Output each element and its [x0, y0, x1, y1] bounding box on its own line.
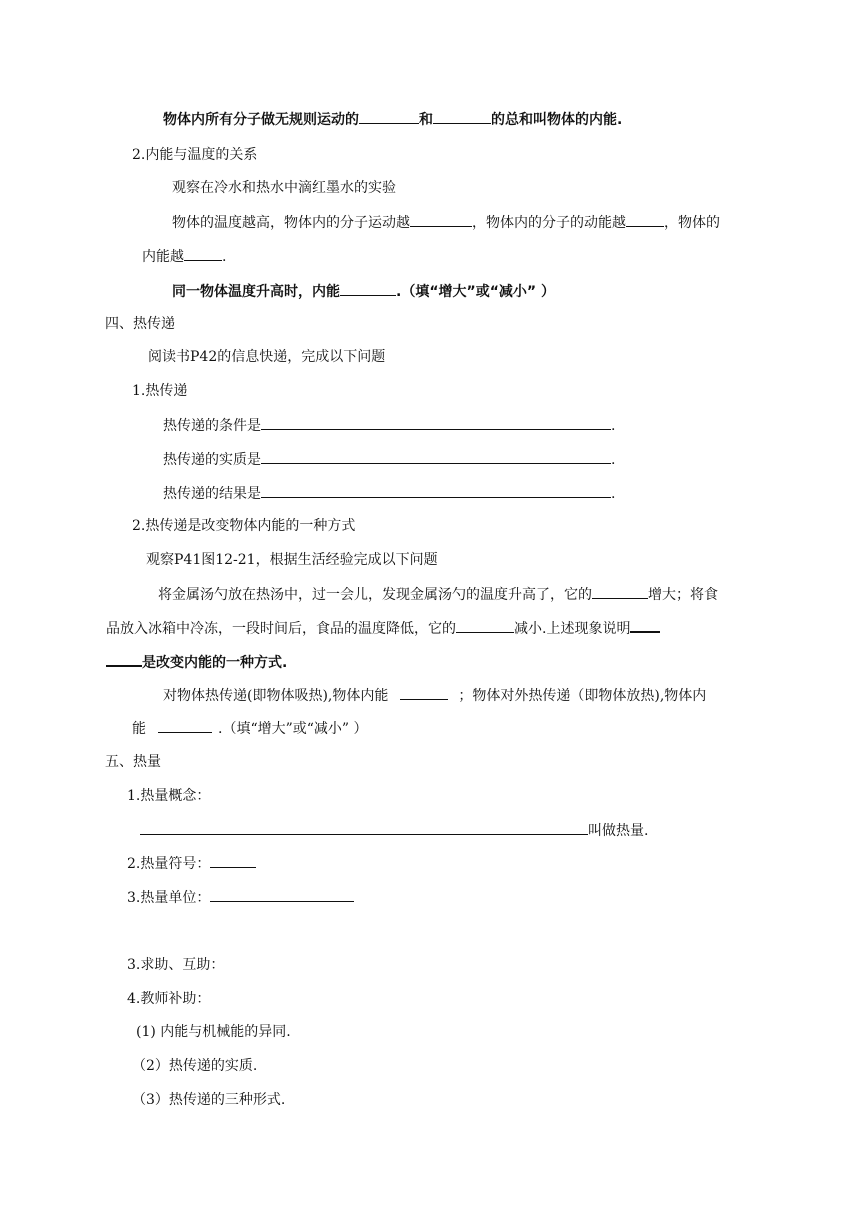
subsection-title: 2.热传递是改变物体内能的一种方式: [132, 518, 356, 534]
heat-symbol-question: 2.热量符号：: [127, 853, 256, 874]
temperature-rise-question: 同一物体温度升高时，内能 .（填“增大”或“减小” ）: [172, 281, 555, 302]
reading-instruction: 阅读书P42的信息快递，完成以下问题: [148, 349, 386, 365]
answer-blank[interactable]: [630, 617, 660, 633]
section-heading-heat-transfer: 四、热传递: [105, 316, 175, 332]
heat-concept-label: 1.热量概念：: [127, 788, 211, 804]
subsection-title: 1.热传递: [132, 383, 188, 399]
answer-blank[interactable]: [433, 109, 491, 124]
method-statement: 是改变内能的一种方式.: [106, 651, 287, 673]
teacher-point-3: （3）热传递的三种形式.: [132, 1092, 286, 1108]
section-heading-heat: 五、热量: [105, 754, 161, 770]
heat-absorb-question: 对物体热传递(即物体吸热),物体内能 ；物体对外热传递（即物体放热),物体内: [163, 685, 706, 706]
temperature-question-cont: 内能越 .: [142, 246, 226, 267]
observation-text: 观察在冷水和热水中滴红墨水的实验: [172, 180, 396, 196]
answer-blank[interactable]: [158, 718, 212, 733]
answer-blank[interactable]: [106, 651, 142, 667]
food-question: 品放入冰箱中冷冻，一段时间后，食品的温度降低，它的 减小.上述现象说明: [106, 617, 660, 639]
answer-blank[interactable]: [410, 212, 472, 227]
heat-concept-answer: 叫做热量.: [140, 820, 648, 841]
spoon-question: 将金属汤勺放在热汤中，过一会儿，发现金属汤勺的温度升高了，它的 增大；将食: [158, 584, 718, 605]
answer-blank[interactable]: [210, 853, 256, 868]
answer-blank[interactable]: [210, 887, 354, 902]
answer-blank[interactable]: [340, 281, 396, 296]
condition-question: 热传递的条件是 .: [163, 415, 615, 436]
teacher-help-label: 4.教师补助：: [127, 991, 211, 1007]
answer-blank[interactable]: [456, 618, 514, 633]
answer-blank[interactable]: [261, 483, 611, 498]
temperature-question: 物体的温度越高，物体内的分子运动越 ，物体内的分子的动能越 ，物体的: [172, 212, 720, 233]
observation-text: 观察P41图12-21，根据生活经验完成以下问题: [146, 552, 438, 568]
answer-blank[interactable]: [626, 212, 664, 227]
subsection-title: 2.内能与温度的关系: [132, 147, 258, 163]
answer-blank[interactable]: [261, 449, 611, 464]
answer-blank[interactable]: [140, 820, 588, 835]
answer-blank[interactable]: [184, 246, 222, 261]
answer-blank[interactable]: [592, 584, 648, 599]
essence-question: 热传递的实质是 .: [163, 449, 615, 470]
help-label: 3.求助、互助：: [127, 957, 225, 973]
internal-energy-definition: 物体内所有分子做无规则运动的 和 的总和叫物体的内能.: [163, 109, 622, 130]
heat-absorb-question-cont: 能 .（填“增大”或“减小” ）: [132, 718, 368, 739]
answer-blank[interactable]: [261, 415, 611, 430]
teacher-point-1: (1) 内能与机械能的异同.: [136, 1024, 291, 1040]
result-question: 热传递的结果是 .: [163, 483, 615, 504]
definition-text: 物体内所有分子做无规则运动的: [163, 112, 359, 128]
answer-blank[interactable]: [359, 109, 419, 124]
heat-unit-question: 3.热量单位：: [127, 887, 354, 908]
teacher-point-2: （2）热传递的实质.: [132, 1058, 258, 1074]
answer-blank[interactable]: [400, 685, 448, 700]
